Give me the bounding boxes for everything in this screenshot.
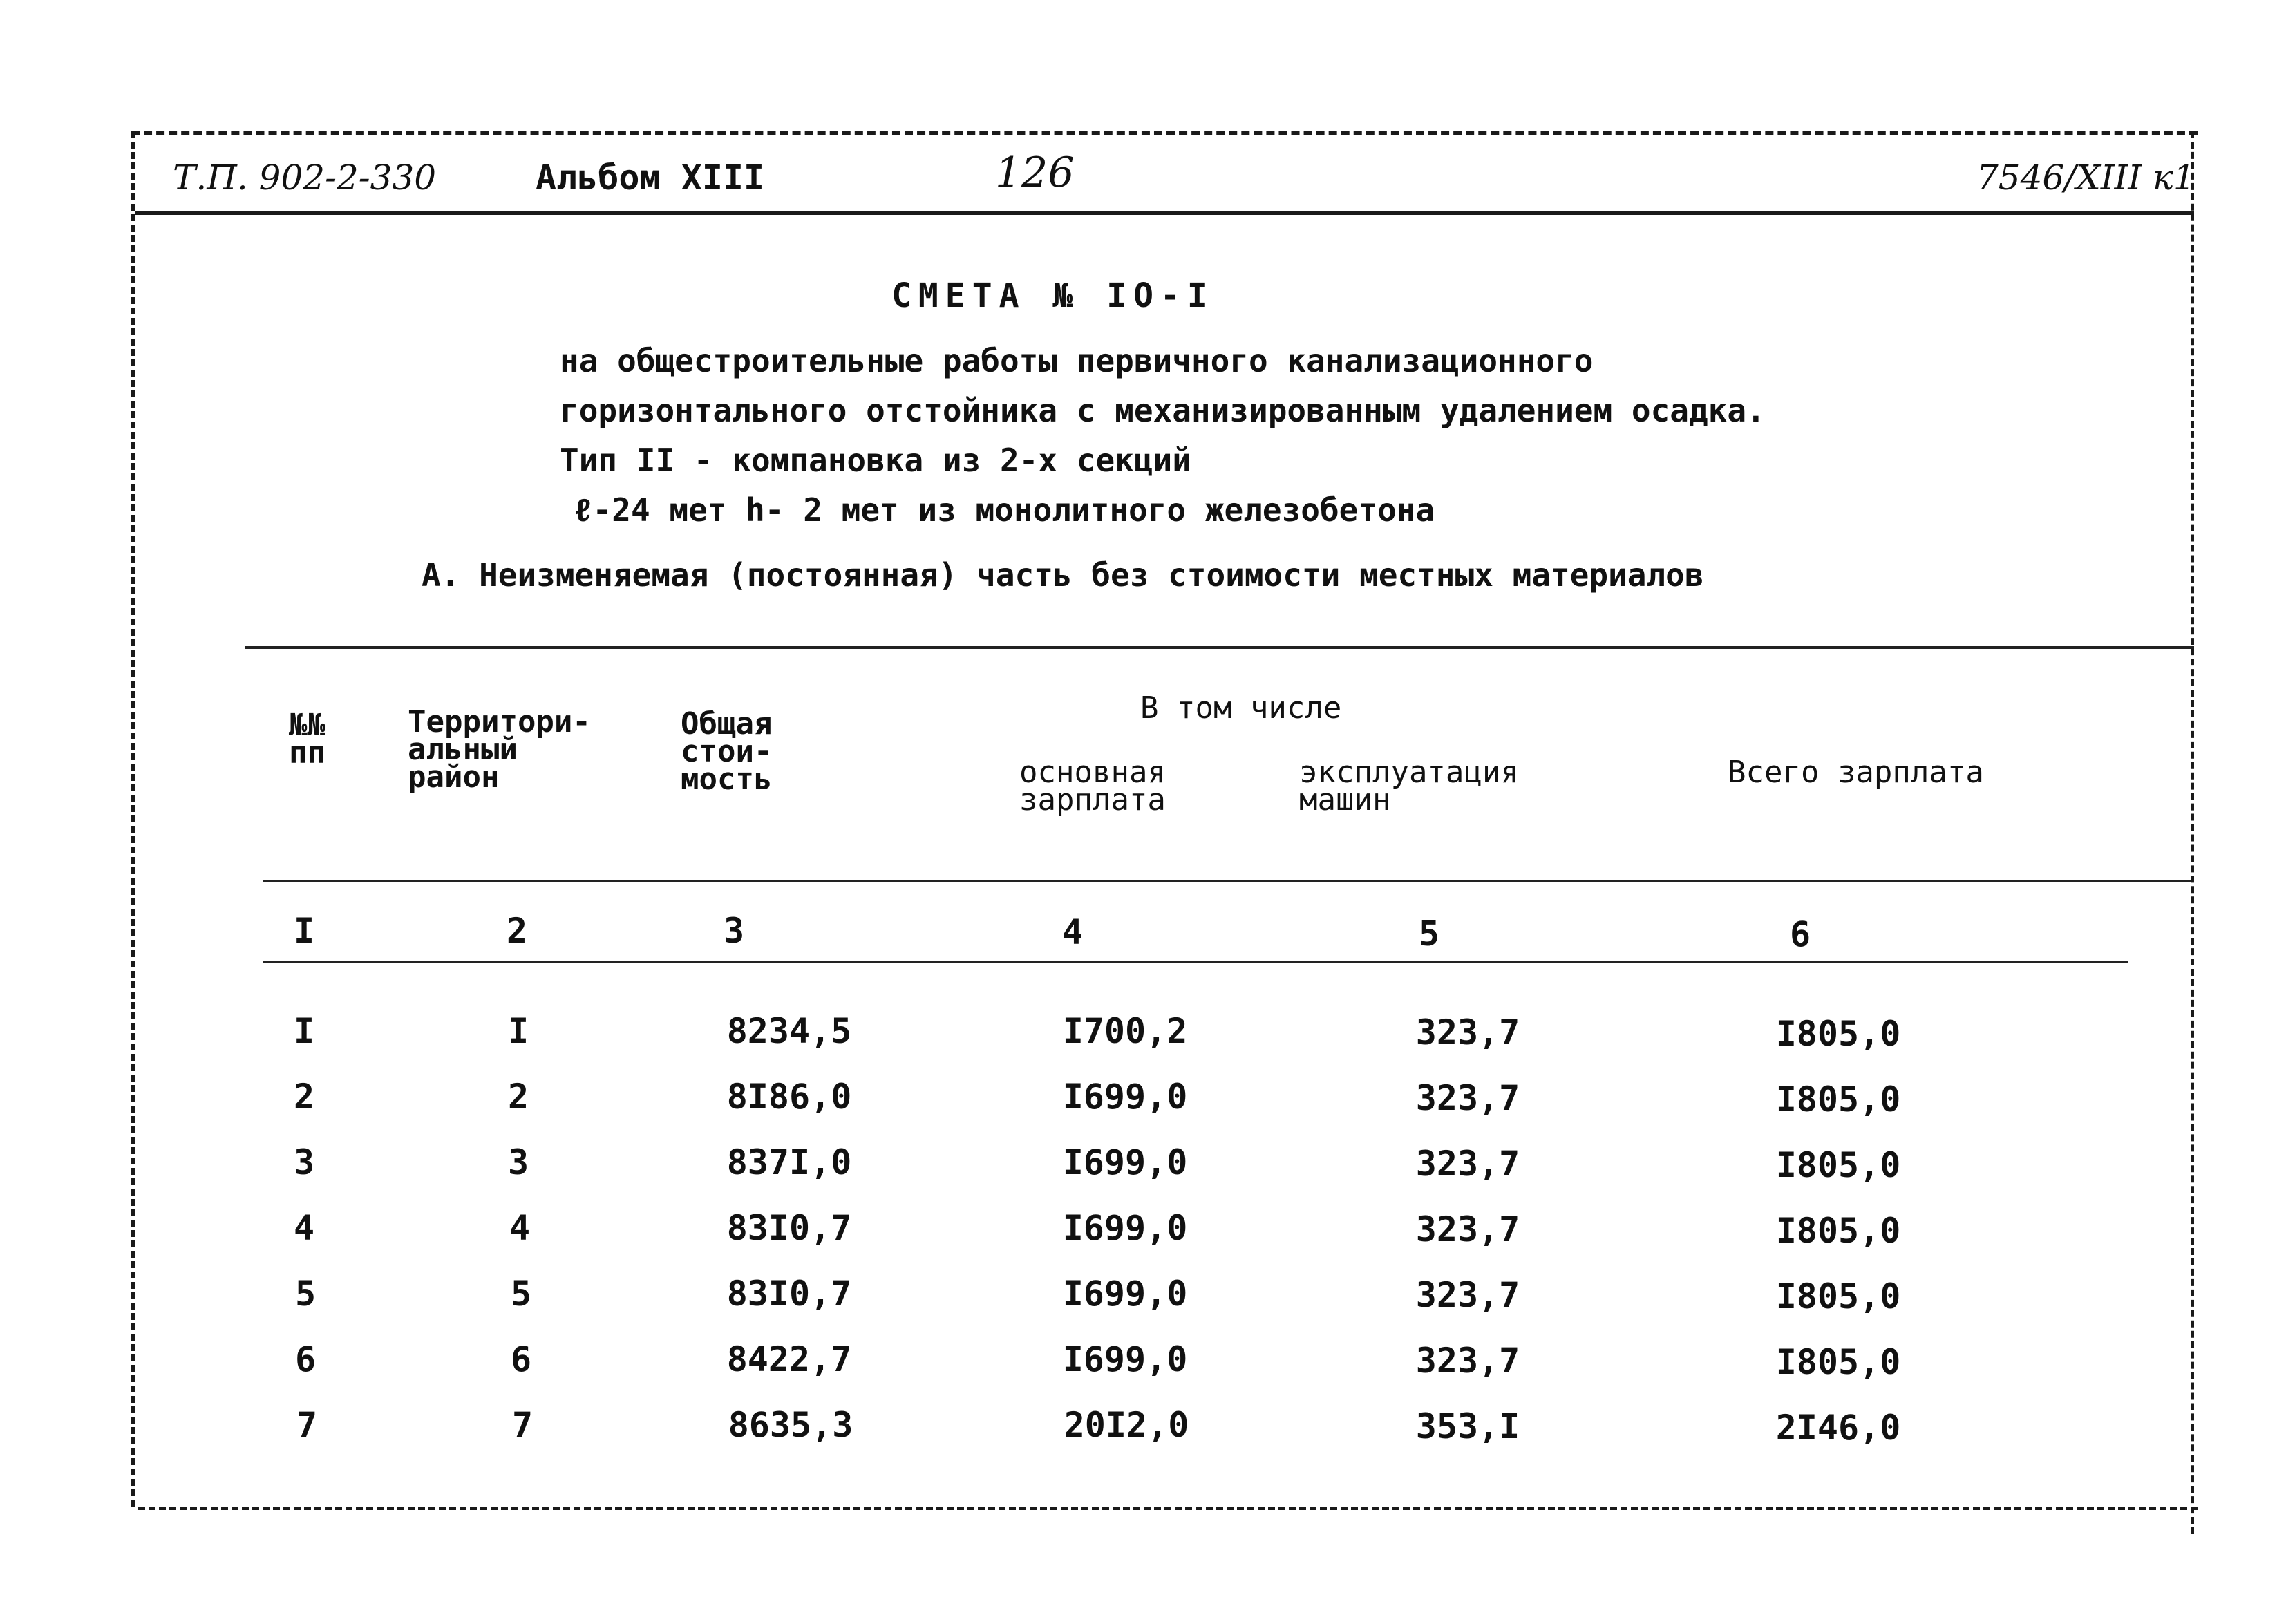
row-number: 5 bbox=[294, 1274, 317, 1314]
territorial-region: 3 bbox=[507, 1142, 529, 1182]
frame-left-border bbox=[131, 131, 135, 1507]
total-salary: 2I46,0 bbox=[1775, 1408, 1901, 1448]
total-salary: I805,0 bbox=[1775, 1342, 1901, 1382]
total-cost: 8635,3 bbox=[728, 1405, 853, 1445]
territorial-region: 5 bbox=[510, 1274, 532, 1314]
total-salary: I805,0 bbox=[1775, 1145, 1901, 1185]
header-territorial-region: Территори- альный район bbox=[408, 704, 591, 795]
territorial-region: 2 bbox=[507, 1077, 529, 1117]
column-numbers-rule bbox=[263, 961, 2128, 963]
project-number: Т.П. 902-2-330 bbox=[173, 158, 437, 198]
table-header-rule bbox=[263, 880, 2191, 882]
header-base-salary: основная зарплата bbox=[1019, 755, 1166, 818]
total-salary: I805,0 bbox=[1775, 1211, 1901, 1251]
total-cost: 837I,0 bbox=[726, 1142, 852, 1182]
description-line-1: на общестроительные работы первичного канализационного bbox=[560, 342, 1594, 379]
row-number: 6 bbox=[294, 1339, 317, 1379]
total-salary: I805,0 bbox=[1775, 1079, 1901, 1120]
column-number-1: I bbox=[293, 911, 315, 951]
territorial-region: I bbox=[507, 1011, 529, 1051]
page-number: 126 bbox=[995, 149, 1075, 197]
territorial-region: 7 bbox=[511, 1405, 533, 1445]
base-salary: I700,2 bbox=[1062, 1011, 1188, 1051]
album-label: Альбом XIII bbox=[536, 158, 765, 198]
header-total-salary: Всего зарплата bbox=[1728, 755, 1984, 790]
machine-operation: 323,7 bbox=[1415, 1144, 1520, 1184]
base-salary: I699,0 bbox=[1062, 1274, 1188, 1314]
row-number: 7 bbox=[296, 1405, 318, 1445]
row-number: 2 bbox=[293, 1077, 315, 1117]
total-cost: 8422,7 bbox=[726, 1339, 852, 1379]
header-total-cost: Общая стои- мость bbox=[681, 706, 773, 797]
territorial-region: 6 bbox=[510, 1339, 532, 1379]
column-number-3: 3 bbox=[723, 911, 745, 951]
description-line-4: ℓ-24 мет h- 2 мет из монолитного железобетона bbox=[574, 491, 1435, 529]
row-number: 4 bbox=[293, 1208, 315, 1248]
header-including: В том числе bbox=[1140, 690, 1342, 726]
row-number: I bbox=[293, 1011, 315, 1051]
document-title: СМЕТА № IO-I bbox=[891, 276, 1214, 315]
total-cost: 8I86,0 bbox=[726, 1077, 852, 1117]
row-number: 3 bbox=[293, 1142, 315, 1182]
frame-right-border bbox=[2191, 131, 2194, 1534]
description-line-3: Тип II - компановка из 2-х секций bbox=[560, 442, 1191, 479]
frame-top-border bbox=[131, 131, 2198, 135]
column-number-2: 2 bbox=[506, 911, 528, 951]
column-number-5: 5 bbox=[1418, 914, 1440, 954]
machine-operation: 323,7 bbox=[1415, 1275, 1520, 1315]
total-cost: 83I0,7 bbox=[726, 1274, 852, 1314]
total-cost: 8234,5 bbox=[726, 1011, 852, 1051]
header-divider bbox=[135, 211, 2194, 215]
base-salary: I699,0 bbox=[1062, 1339, 1188, 1379]
territorial-region: 4 bbox=[509, 1208, 531, 1248]
machine-operation: 323,7 bbox=[1415, 1078, 1520, 1118]
base-salary: I699,0 bbox=[1062, 1077, 1188, 1117]
machine-operation: 323,7 bbox=[1415, 1341, 1520, 1381]
machine-operation: 323,7 bbox=[1415, 1209, 1520, 1249]
total-cost: 83I0,7 bbox=[726, 1208, 852, 1248]
description-line-2: горизонтального отстойника с механизированным удалением осадка. bbox=[560, 392, 1766, 429]
machine-operation: 353,I bbox=[1415, 1406, 1520, 1446]
column-number-4: 4 bbox=[1061, 912, 1084, 952]
base-salary: I699,0 bbox=[1062, 1142, 1188, 1182]
column-number-6: 6 bbox=[1789, 914, 1811, 954]
frame-bottom-border bbox=[138, 1507, 2198, 1510]
section-heading: А. Неизменяемая (постоянная) часть без стоимости местных материалов bbox=[422, 556, 1704, 594]
header-row-number: №№ пп bbox=[289, 708, 325, 771]
total-salary: I805,0 bbox=[1775, 1276, 1901, 1316]
base-salary: I699,0 bbox=[1062, 1208, 1188, 1248]
machine-operation: 323,7 bbox=[1415, 1012, 1520, 1052]
table-top-rule bbox=[245, 646, 2194, 649]
base-salary: 20I2,0 bbox=[1064, 1405, 1189, 1445]
total-salary: I805,0 bbox=[1775, 1014, 1901, 1054]
header-machine-operation: эксплуатация машин bbox=[1299, 755, 1519, 818]
document-code: 7546/XIII к1 bbox=[1976, 158, 2195, 198]
